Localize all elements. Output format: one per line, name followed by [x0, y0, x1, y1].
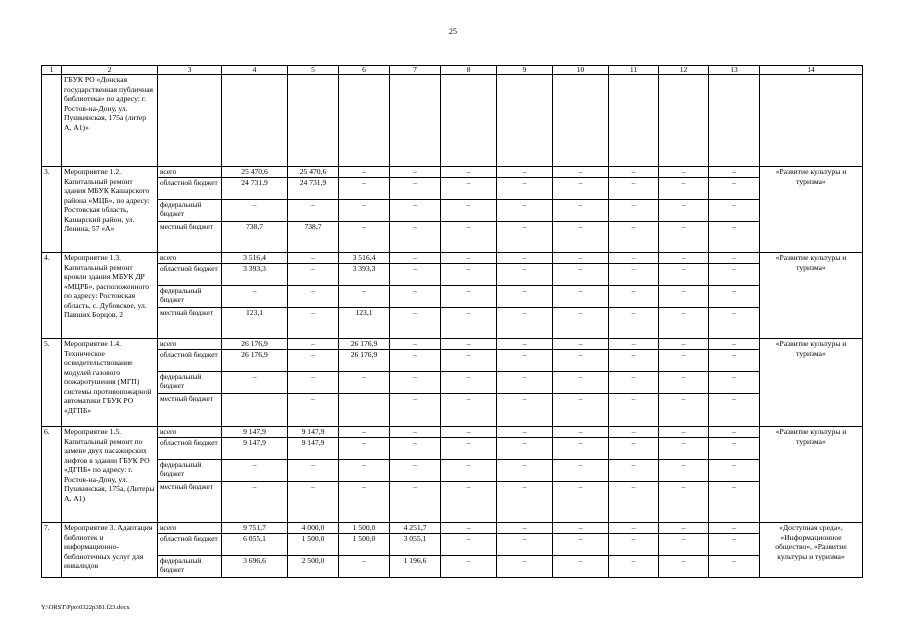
program-name: «Развитие культуры и туризма» — [760, 253, 863, 339]
funding-row — [42, 222, 863, 253]
amount-cell: 123,1 — [222, 308, 288, 339]
funding-source: областной бюджет — [158, 438, 222, 460]
funding-source: местный бюджет — [158, 222, 222, 253]
amount-cell: – — [222, 286, 288, 308]
amount-cell: – — [497, 460, 553, 482]
amount-cell: – — [659, 200, 709, 222]
amount-cell: – — [497, 308, 553, 339]
amount-cell: – — [553, 222, 609, 253]
amount-cell: – — [709, 460, 760, 482]
page-number: 25 — [449, 27, 457, 36]
column-number-1: 1 — [42, 66, 62, 75]
amount-cell: – — [659, 308, 709, 339]
amount-cell: 1 196,6 — [390, 556, 441, 578]
funding-row — [42, 460, 863, 482]
amount-cell: – — [659, 372, 709, 394]
program-name: «Развитие культуры и туризма» — [760, 167, 863, 253]
amount-cell: – — [609, 308, 659, 339]
funding-row — [42, 350, 863, 372]
amount-cell: 9 751,7 — [222, 523, 288, 534]
amount-cell: – — [709, 350, 760, 372]
funding-source: всего — [158, 253, 222, 264]
column-number-5: 5 — [288, 66, 339, 75]
measure-row — [42, 523, 863, 534]
amount-cell: 738,7 — [222, 222, 288, 253]
column-number-8: 8 — [441, 66, 497, 75]
amount-cell: – — [441, 264, 497, 286]
amount-cell: – — [390, 308, 441, 339]
amount-cell: – — [609, 167, 659, 178]
amount-cell: – — [709, 264, 760, 286]
amount-cell: 3 393,3 — [222, 264, 288, 286]
funding-source: всего — [158, 339, 222, 350]
amount-cell: 3 393,3 — [339, 264, 390, 286]
amount-cell: – — [390, 253, 441, 264]
amount-cell: – — [390, 222, 441, 253]
amount-cell: – — [609, 200, 659, 222]
amount-cell: – — [497, 286, 553, 308]
amount-cell: 24 731,9 — [288, 178, 339, 200]
funding-row — [42, 372, 863, 394]
amount-cell: – — [390, 460, 441, 482]
amount-cell: – — [441, 372, 497, 394]
amount-cell: – — [659, 427, 709, 438]
amount-cell: – — [709, 167, 760, 178]
amount-cell: – — [390, 438, 441, 460]
funding-source: областной бюджет — [158, 350, 222, 372]
measure-number: 5. — [42, 339, 62, 427]
amount-cell: 26 176,9 — [339, 339, 390, 350]
amount-cell: – — [659, 350, 709, 372]
amount-cell: – — [222, 482, 288, 523]
amount-cell: – — [441, 394, 497, 427]
amount-cell: – — [441, 534, 497, 556]
amount-cell: – — [709, 394, 760, 427]
amount-cell: – — [441, 482, 497, 523]
amount-cell: – — [441, 523, 497, 534]
amount-cell: – — [659, 482, 709, 523]
amount-cell: – — [659, 534, 709, 556]
amount-cell: 9 147,9 — [222, 427, 288, 438]
amount-cell: – — [497, 253, 553, 264]
amount-cell: – — [497, 523, 553, 534]
program-name: «Развитие культуры и туризма» — [760, 427, 863, 523]
measure-row — [42, 339, 863, 350]
amount-cell: – — [288, 200, 339, 222]
amount-cell: – — [609, 438, 659, 460]
measure-number: 6. — [42, 427, 62, 523]
amount-cell: – — [659, 253, 709, 264]
column-number-6: 6 — [339, 66, 390, 75]
amount-cell: – — [390, 178, 441, 200]
amount-cell: – — [553, 460, 609, 482]
column-number-9: 9 — [497, 66, 553, 75]
measure-row — [42, 427, 863, 438]
amount-cell: – — [553, 308, 609, 339]
amount-cell: – — [390, 394, 441, 427]
amount-cell: – — [553, 372, 609, 394]
amount-cell: – — [497, 200, 553, 222]
continuation-description: ГБУК РО «Донская государственная публичная библиотека» по адресу: г. Ростов-на-Дону, ул. Пушкинская, 175а (литер А, А1)» — [62, 75, 158, 167]
measure-number: 7. — [42, 523, 62, 578]
amount-cell: – — [609, 253, 659, 264]
amount-cell: – — [553, 427, 609, 438]
amount-cell: – — [709, 308, 760, 339]
file-path-footer: Y:\ORST\Ppo\0322p381.f23.docx — [41, 604, 130, 611]
funding-source: федеральный бюджет — [158, 556, 222, 578]
amount-cell: – — [709, 556, 760, 578]
amount-cell: 9 147,9 — [288, 438, 339, 460]
column-number-row — [42, 66, 863, 75]
funding-row — [42, 264, 863, 286]
amount-cell: – — [390, 372, 441, 394]
funding-row — [42, 286, 863, 308]
amount-cell: – — [222, 460, 288, 482]
amount-cell: – — [441, 222, 497, 253]
amount-cell: – — [390, 167, 441, 178]
amount-cell: – — [288, 308, 339, 339]
funding-source: местный бюджет — [158, 308, 222, 339]
amount-cell: – — [497, 264, 553, 286]
amount-cell: – — [709, 534, 760, 556]
amount-cell: – — [709, 427, 760, 438]
amount-cell: 26 176,9 — [339, 350, 390, 372]
measure-description: Мероприятие 1.4. Техническое освидетельствование модулей газового пожаротушения (МГП) системы противопожарной автоматики ГБУК РО «ДГПБ» — [62, 339, 158, 427]
amount-cell: 4 251,7 — [390, 523, 441, 534]
amount-cell: – — [339, 200, 390, 222]
program-name: «Доступная среда», «Информационное общество», «Развитие культуры и туризма» — [760, 523, 863, 578]
column-number-13: 13 — [709, 66, 760, 75]
column-number-14: 14 — [760, 66, 863, 75]
funding-row — [42, 178, 863, 200]
column-number-4: 4 — [222, 66, 288, 75]
amount-cell: – — [609, 222, 659, 253]
amount-cell: – — [709, 178, 760, 200]
amount-cell: – — [609, 556, 659, 578]
amount-cell: – — [659, 178, 709, 200]
amount-cell: 738,7 — [288, 222, 339, 253]
amount-cell: – — [441, 438, 497, 460]
funding-row — [42, 200, 863, 222]
measure-description: Мероприятие 1.3. Капитальный ремонт кровли здания МБУК ДР «МЦРБ», расположенного по адресу: Ростовская область, с. Дубовское, ул. Павших Борцов, 2 — [62, 253, 158, 339]
funding-row — [42, 534, 863, 556]
amount-cell: – — [497, 339, 553, 350]
amount-cell: – — [553, 286, 609, 308]
amount-cell: – — [497, 178, 553, 200]
measure-row — [42, 167, 863, 178]
funding-source: федеральный бюджет — [158, 286, 222, 308]
amount-cell: – — [390, 427, 441, 438]
amount-cell: – — [288, 482, 339, 523]
amount-cell: – — [441, 350, 497, 372]
amount-cell: – — [709, 438, 760, 460]
amount-cell: – — [709, 339, 760, 350]
amount-cell: – — [553, 253, 609, 264]
amount-cell: – — [222, 200, 288, 222]
amount-cell: 25 470,6 — [222, 167, 288, 178]
amount-cell: – — [659, 339, 709, 350]
budget-table — [41, 65, 863, 578]
amount-cell: – — [609, 339, 659, 350]
amount-cell: – — [390, 200, 441, 222]
column-number-7: 7 — [390, 66, 441, 75]
amount-cell: – — [709, 482, 760, 523]
amount-cell: 4 000,0 — [288, 523, 339, 534]
amount-cell: – — [497, 438, 553, 460]
funding-source: областной бюджет — [158, 264, 222, 286]
measure-description: Мероприятие 3. Адаптация библиотек и информационно-библиотечных услуг для инвалидов — [62, 523, 158, 578]
amount-cell: – — [390, 350, 441, 372]
funding-source: всего — [158, 167, 222, 178]
amount-cell: – — [390, 286, 441, 308]
amount-cell: – — [553, 339, 609, 350]
amount-cell: – — [609, 178, 659, 200]
program-name: «Развитие культуры и туризма» — [760, 339, 863, 427]
amount-cell: – — [709, 200, 760, 222]
funding-source: областной бюджет — [158, 178, 222, 200]
amount-cell: 3 516,4 — [339, 253, 390, 264]
amount-cell: – — [390, 264, 441, 286]
amount-cell: – — [222, 372, 288, 394]
amount-cell: – — [441, 427, 497, 438]
amount-cell: – — [609, 350, 659, 372]
amount-cell: 1 500,0 — [339, 523, 390, 534]
amount-cell: – — [497, 394, 553, 427]
funding-source: федеральный бюджет — [158, 200, 222, 222]
amount-cell: – — [553, 534, 609, 556]
amount-cell: – — [441, 167, 497, 178]
amount-cell: – — [339, 286, 390, 308]
funding-source: местный бюджет — [158, 394, 222, 427]
amount-cell: 26 176,9 — [222, 339, 288, 350]
measure-description: Мероприятие 1.2. Капитальный ремонт здания МБУК Кашарского района «МЦБ», по адресу: Ростовская область, Кашарский район, ул. Ленина, 57 «А» — [62, 167, 158, 253]
amount-cell: – — [339, 482, 390, 523]
amount-cell: 123,1 — [339, 308, 390, 339]
amount-cell: – — [659, 264, 709, 286]
funding-source: всего — [158, 427, 222, 438]
amount-cell: – — [609, 394, 659, 427]
amount-cell — [222, 394, 288, 427]
amount-cell: – — [553, 167, 609, 178]
amount-cell: – — [553, 350, 609, 372]
measure-number: 3. — [42, 167, 62, 253]
measure-row — [42, 253, 863, 264]
column-number-12: 12 — [659, 66, 709, 75]
amount-cell: – — [553, 556, 609, 578]
amount-cell: 9 147,9 — [288, 427, 339, 438]
amount-cell: – — [339, 438, 390, 460]
amount-cell: – — [288, 350, 339, 372]
funding-row — [42, 308, 863, 339]
funding-source: всего — [158, 523, 222, 534]
amount-cell: – — [659, 460, 709, 482]
amount-cell: – — [609, 460, 659, 482]
amount-cell: – — [497, 556, 553, 578]
amount-cell: – — [553, 264, 609, 286]
column-number-3: 3 — [158, 66, 222, 75]
amount-cell: – — [288, 286, 339, 308]
amount-cell: – — [659, 286, 709, 308]
amount-cell: – — [497, 167, 553, 178]
amount-cell: – — [709, 253, 760, 264]
funding-source: федеральный бюджет — [158, 372, 222, 394]
column-number-10: 10 — [553, 66, 609, 75]
amount-cell: – — [659, 523, 709, 534]
amount-cell: – — [288, 460, 339, 482]
amount-cell — [339, 394, 390, 427]
amount-cell: – — [339, 167, 390, 178]
amount-cell: – — [390, 339, 441, 350]
continuation-row — [42, 75, 863, 167]
amount-cell: – — [659, 167, 709, 178]
measure-number: 4. — [42, 253, 62, 339]
amount-cell: – — [441, 339, 497, 350]
funding-source: областной бюджет — [158, 534, 222, 556]
funding-row — [42, 394, 863, 427]
amount-cell: – — [441, 200, 497, 222]
amount-cell: – — [441, 286, 497, 308]
amount-cell: 25 470,6 — [288, 167, 339, 178]
amount-cell: 6 055,1 — [222, 534, 288, 556]
amount-cell: – — [659, 222, 709, 253]
amount-cell: 1 500,0 — [288, 534, 339, 556]
amount-cell: 3 516,4 — [222, 253, 288, 264]
amount-cell: – — [441, 308, 497, 339]
amount-cell: – — [339, 178, 390, 200]
amount-cell: – — [339, 372, 390, 394]
amount-cell: – — [609, 427, 659, 438]
amount-cell: – — [441, 556, 497, 578]
amount-cell: 24 731,9 — [222, 178, 288, 200]
amount-cell: 1 500,0 — [339, 534, 390, 556]
amount-cell: – — [339, 460, 390, 482]
amount-cell: – — [288, 394, 339, 427]
amount-cell: – — [497, 372, 553, 394]
amount-cell: – — [288, 339, 339, 350]
amount-cell: – — [609, 534, 659, 556]
funding-row — [42, 438, 863, 460]
amount-cell: – — [553, 200, 609, 222]
amount-cell: – — [553, 438, 609, 460]
amount-cell: – — [288, 253, 339, 264]
amount-cell: – — [609, 286, 659, 308]
amount-cell: – — [659, 438, 709, 460]
amount-cell: – — [609, 482, 659, 523]
amount-cell: 9 147,9 — [222, 438, 288, 460]
amount-cell: – — [497, 427, 553, 438]
funding-row — [42, 556, 863, 578]
funding-source: местный бюджет — [158, 482, 222, 523]
amount-cell: – — [441, 460, 497, 482]
amount-cell: – — [553, 178, 609, 200]
amount-cell: – — [553, 482, 609, 523]
amount-cell: – — [609, 523, 659, 534]
amount-cell: – — [339, 222, 390, 253]
amount-cell: – — [497, 350, 553, 372]
amount-cell: – — [497, 482, 553, 523]
amount-cell: – — [609, 372, 659, 394]
measure-description: Мероприятие 1.5. Капитальный ремонт по замене двух пасажирских лифтов в здании ГБУК РО «ДГПБ» по адресу: г. Ростов-на-Дону, ул. Пушкинская, 175а, (Литеры А, А1) — [62, 427, 158, 523]
amount-cell: – — [441, 178, 497, 200]
funding-source: федеральный бюджет — [158, 460, 222, 482]
amount-cell: – — [441, 253, 497, 264]
amount-cell: – — [288, 264, 339, 286]
amount-cell: – — [553, 394, 609, 427]
amount-cell: – — [709, 372, 760, 394]
amount-cell: 3 696,6 — [222, 556, 288, 578]
funding-row — [42, 482, 863, 523]
amount-cell: – — [288, 372, 339, 394]
amount-cell: – — [659, 556, 709, 578]
amount-cell: – — [709, 286, 760, 308]
amount-cell: – — [659, 394, 709, 427]
amount-cell: – — [339, 427, 390, 438]
amount-cell: 2 500,0 — [288, 556, 339, 578]
amount-cell: – — [497, 534, 553, 556]
column-number-2: 2 — [62, 66, 158, 75]
amount-cell: 26 176,9 — [222, 350, 288, 372]
amount-cell: – — [390, 482, 441, 523]
amount-cell: – — [709, 523, 760, 534]
amount-cell: 3 055,1 — [390, 534, 441, 556]
amount-cell: – — [709, 222, 760, 253]
amount-cell: – — [339, 556, 390, 578]
column-number-11: 11 — [609, 66, 659, 75]
amount-cell: – — [497, 222, 553, 253]
amount-cell: – — [553, 523, 609, 534]
amount-cell: – — [609, 264, 659, 286]
